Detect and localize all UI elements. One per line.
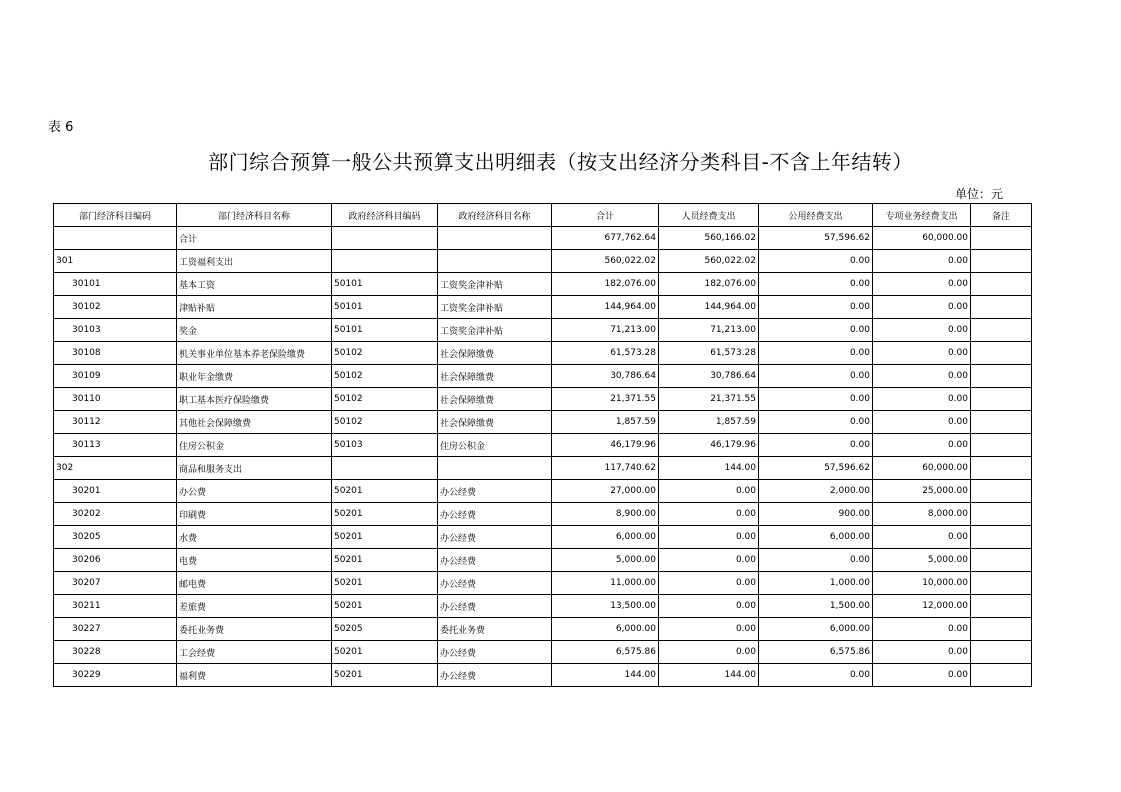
table-row	[54, 411, 1032, 434]
cell-dept-name: 邮电费	[177, 572, 332, 595]
cell-note	[971, 227, 1032, 250]
cell-dept-name: 福利费	[177, 664, 332, 687]
cell-dept-name: 水费	[177, 526, 332, 549]
cell-personnel: 144.00	[659, 664, 759, 687]
cell-personnel: 144,964.00	[659, 296, 759, 319]
cell-dept-code: 30211	[54, 595, 177, 618]
cell-dept-code: 30101	[54, 273, 177, 296]
table-row	[54, 227, 1032, 250]
cell-personnel: 560,022.02	[659, 250, 759, 273]
table-row	[54, 250, 1032, 273]
cell-dept-name: 职工基本医疗保险缴费	[177, 388, 332, 411]
cell-gov-code	[332, 457, 438, 480]
cell-special: 0.00	[873, 250, 971, 273]
cell-gov-name	[438, 250, 552, 273]
cell-personnel: 61,573.28	[659, 342, 759, 365]
col-header-special: 专项业务经费支出	[873, 204, 971, 227]
cell-dept-name: 工会经费	[177, 641, 332, 664]
cell-special: 0.00	[873, 526, 971, 549]
cell-public: 0.00	[759, 342, 873, 365]
cell-special: 0.00	[873, 641, 971, 664]
cell-total: 6,000.00	[552, 526, 659, 549]
cell-note	[971, 572, 1032, 595]
table-row	[54, 503, 1032, 526]
cell-gov-name: 办公经费	[438, 480, 552, 503]
cell-dept-name: 办公费	[177, 480, 332, 503]
cell-special: 10,000.00	[873, 572, 971, 595]
cell-public: 0.00	[759, 250, 873, 273]
cell-public: 1,000.00	[759, 572, 873, 595]
cell-total: 182,076.00	[552, 273, 659, 296]
cell-total: 61,573.28	[552, 342, 659, 365]
cell-total: 27,000.00	[552, 480, 659, 503]
cell-personnel: 1,857.59	[659, 411, 759, 434]
cell-note	[971, 319, 1032, 342]
cell-note	[971, 526, 1032, 549]
cell-note	[971, 664, 1032, 687]
cell-public: 0.00	[759, 319, 873, 342]
cell-total: 677,762.64	[552, 227, 659, 250]
cell-note	[971, 434, 1032, 457]
cell-gov-code: 50201	[332, 526, 438, 549]
cell-dept-code: 30206	[54, 549, 177, 572]
cell-gov-name	[438, 457, 552, 480]
table-row	[54, 572, 1032, 595]
cell-public: 57,596.62	[759, 457, 873, 480]
cell-gov-name: 工资奖金津补贴	[438, 296, 552, 319]
col-header-total: 合计	[552, 204, 659, 227]
cell-dept-name: 工资福利支出	[177, 250, 332, 273]
cell-personnel: 182,076.00	[659, 273, 759, 296]
cell-personnel: 30,786.64	[659, 365, 759, 388]
expenditure-detail-table	[53, 203, 1032, 687]
table-row	[54, 641, 1032, 664]
cell-dept-name: 津贴补贴	[177, 296, 332, 319]
col-header-public: 公用经费支出	[759, 204, 873, 227]
cell-total: 30,786.64	[552, 365, 659, 388]
cell-dept-code: 30113	[54, 434, 177, 457]
cell-note	[971, 503, 1032, 526]
cell-gov-code	[332, 250, 438, 273]
cell-public: 0.00	[759, 434, 873, 457]
cell-public: 6,575.86	[759, 641, 873, 664]
cell-dept-name: 合计	[177, 227, 332, 250]
cell-special: 60,000.00	[873, 227, 971, 250]
cell-dept-name: 基本工资	[177, 273, 332, 296]
cell-public: 0.00	[759, 549, 873, 572]
cell-special: 8,000.00	[873, 503, 971, 526]
cell-dept-name: 职业年金缴费	[177, 365, 332, 388]
cell-gov-code: 50101	[332, 273, 438, 296]
cell-total: 6,575.86	[552, 641, 659, 664]
cell-gov-name: 社会保障缴费	[438, 388, 552, 411]
cell-dept-name: 商品和服务支出	[177, 457, 332, 480]
cell-dept-code: 30108	[54, 342, 177, 365]
cell-special: 0.00	[873, 618, 971, 641]
table-row	[54, 480, 1032, 503]
cell-gov-name: 办公经费	[438, 572, 552, 595]
cell-note	[971, 641, 1032, 664]
table-header-row	[54, 204, 1032, 227]
cell-special: 0.00	[873, 342, 971, 365]
cell-gov-code: 50205	[332, 618, 438, 641]
cell-total: 8,900.00	[552, 503, 659, 526]
table-row	[54, 388, 1032, 411]
cell-personnel: 0.00	[659, 526, 759, 549]
cell-gov-code: 50201	[332, 480, 438, 503]
cell-gov-name: 社会保障缴费	[438, 342, 552, 365]
cell-gov-name: 办公经费	[438, 641, 552, 664]
cell-dept-name: 住房公积金	[177, 434, 332, 457]
cell-dept-code: 30229	[54, 664, 177, 687]
cell-public: 57,596.62	[759, 227, 873, 250]
cell-note	[971, 273, 1032, 296]
cell-dept-name: 委托业务费	[177, 618, 332, 641]
table-row	[54, 526, 1032, 549]
cell-public: 2,000.00	[759, 480, 873, 503]
cell-gov-code: 50201	[332, 549, 438, 572]
cell-special: 0.00	[873, 365, 971, 388]
cell-gov-code: 50102	[332, 411, 438, 434]
cell-dept-code: 30112	[54, 411, 177, 434]
cell-dept-code: 301	[54, 250, 177, 273]
page-title: 部门综合预算一般公共预算支出明细表（按支出经济分类科目-不含上年结转）	[208, 150, 913, 174]
cell-total: 6,000.00	[552, 618, 659, 641]
cell-gov-code: 50103	[332, 434, 438, 457]
cell-special: 0.00	[873, 411, 971, 434]
cell-dept-name: 其他社会保障缴费	[177, 411, 332, 434]
col-header-dept-name: 部门经济科目名称	[177, 204, 332, 227]
cell-note	[971, 595, 1032, 618]
cell-special: 0.00	[873, 296, 971, 319]
cell-personnel: 21,371.55	[659, 388, 759, 411]
cell-special: 0.00	[873, 388, 971, 411]
cell-dept-name: 奖金	[177, 319, 332, 342]
cell-note	[971, 618, 1032, 641]
table-row	[54, 595, 1032, 618]
cell-total: 71,213.00	[552, 319, 659, 342]
cell-dept-code: 30202	[54, 503, 177, 526]
cell-total: 144.00	[552, 664, 659, 687]
cell-note	[971, 250, 1032, 273]
cell-special: 0.00	[873, 319, 971, 342]
cell-total: 11,000.00	[552, 572, 659, 595]
cell-gov-name: 社会保障缴费	[438, 411, 552, 434]
cell-dept-code: 302	[54, 457, 177, 480]
cell-dept-name: 差旅费	[177, 595, 332, 618]
cell-dept-name: 机关事业单位基本养老保险缴费	[177, 342, 332, 365]
cell-gov-name: 工资奖金津补贴	[438, 273, 552, 296]
col-header-gov-name: 政府经济科目名称	[438, 204, 552, 227]
table-row	[54, 273, 1032, 296]
col-header-dept-code: 部门经济科目编码	[54, 204, 177, 227]
cell-gov-code: 50101	[332, 296, 438, 319]
col-header-note: 备注	[971, 204, 1032, 227]
cell-public: 6,000.00	[759, 526, 873, 549]
table-row	[54, 296, 1032, 319]
cell-gov-code: 50201	[332, 641, 438, 664]
cell-public: 900.00	[759, 503, 873, 526]
cell-personnel: 0.00	[659, 572, 759, 595]
col-header-personnel: 人员经费支出	[659, 204, 759, 227]
cell-total: 21,371.55	[552, 388, 659, 411]
cell-special: 12,000.00	[873, 595, 971, 618]
cell-total: 560,022.02	[552, 250, 659, 273]
cell-gov-name	[438, 227, 552, 250]
cell-gov-code: 50101	[332, 319, 438, 342]
table-row	[54, 549, 1032, 572]
cell-personnel: 0.00	[659, 549, 759, 572]
cell-dept-code: 30110	[54, 388, 177, 411]
cell-gov-name: 办公经费	[438, 549, 552, 572]
table-row	[54, 434, 1032, 457]
cell-note	[971, 549, 1032, 572]
table-row	[54, 365, 1032, 388]
cell-public: 6,000.00	[759, 618, 873, 641]
cell-gov-name: 住房公积金	[438, 434, 552, 457]
cell-gov-code: 50102	[332, 365, 438, 388]
cell-total: 117,740.62	[552, 457, 659, 480]
cell-personnel: 71,213.00	[659, 319, 759, 342]
cell-dept-name: 印刷费	[177, 503, 332, 526]
cell-special: 5,000.00	[873, 549, 971, 572]
table-row	[54, 457, 1032, 480]
cell-dept-code: 30102	[54, 296, 177, 319]
cell-gov-code: 50201	[332, 572, 438, 595]
cell-gov-name: 工资奖金津补贴	[438, 319, 552, 342]
cell-personnel: 0.00	[659, 480, 759, 503]
cell-total: 1,857.59	[552, 411, 659, 434]
cell-gov-code: 50201	[332, 503, 438, 526]
cell-dept-code: 30205	[54, 526, 177, 549]
cell-personnel: 0.00	[659, 641, 759, 664]
cell-special: 0.00	[873, 273, 971, 296]
cell-public: 0.00	[759, 411, 873, 434]
cell-note	[971, 365, 1032, 388]
cell-gov-name: 办公经费	[438, 664, 552, 687]
table-number-label: 表 6	[48, 120, 74, 135]
cell-dept-code: 30227	[54, 618, 177, 641]
cell-public: 0.00	[759, 273, 873, 296]
cell-gov-code: 50102	[332, 388, 438, 411]
cell-dept-code: 30103	[54, 319, 177, 342]
cell-special: 0.00	[873, 664, 971, 687]
cell-note	[971, 342, 1032, 365]
cell-gov-name: 办公经费	[438, 526, 552, 549]
cell-dept-code: 30228	[54, 641, 177, 664]
cell-total: 13,500.00	[552, 595, 659, 618]
cell-gov-code: 50201	[332, 595, 438, 618]
cell-gov-code: 50201	[332, 664, 438, 687]
cell-public: 0.00	[759, 388, 873, 411]
cell-note	[971, 480, 1032, 503]
cell-personnel: 0.00	[659, 595, 759, 618]
cell-public: 0.00	[759, 664, 873, 687]
cell-total: 46,179.96	[552, 434, 659, 457]
cell-gov-code	[332, 227, 438, 250]
cell-special: 25,000.00	[873, 480, 971, 503]
cell-dept-name: 电费	[177, 549, 332, 572]
cell-gov-code: 50102	[332, 342, 438, 365]
cell-personnel: 560,166.02	[659, 227, 759, 250]
cell-total: 5,000.00	[552, 549, 659, 572]
cell-total: 144,964.00	[552, 296, 659, 319]
cell-gov-name: 办公经费	[438, 595, 552, 618]
cell-public: 1,500.00	[759, 595, 873, 618]
table-row	[54, 342, 1032, 365]
cell-personnel: 144.00	[659, 457, 759, 480]
cell-gov-name: 社会保障缴费	[438, 365, 552, 388]
cell-public: 0.00	[759, 365, 873, 388]
col-header-gov-code: 政府经济科目编码	[332, 204, 438, 227]
cell-personnel: 46,179.96	[659, 434, 759, 457]
cell-personnel: 0.00	[659, 618, 759, 641]
cell-note	[971, 296, 1032, 319]
cell-special: 60,000.00	[873, 457, 971, 480]
cell-note	[971, 411, 1032, 434]
cell-gov-name: 委托业务费	[438, 618, 552, 641]
cell-note	[971, 457, 1032, 480]
cell-note	[971, 388, 1032, 411]
table-row	[54, 618, 1032, 641]
cell-gov-name: 办公经费	[438, 503, 552, 526]
unit-label: 单位：元	[955, 187, 1004, 201]
cell-dept-code	[54, 227, 177, 250]
cell-special: 0.00	[873, 434, 971, 457]
cell-dept-code: 30207	[54, 572, 177, 595]
cell-dept-code: 30201	[54, 480, 177, 503]
cell-public: 0.00	[759, 296, 873, 319]
table-row	[54, 664, 1032, 687]
cell-personnel: 0.00	[659, 503, 759, 526]
table-row	[54, 319, 1032, 342]
cell-dept-code: 30109	[54, 365, 177, 388]
